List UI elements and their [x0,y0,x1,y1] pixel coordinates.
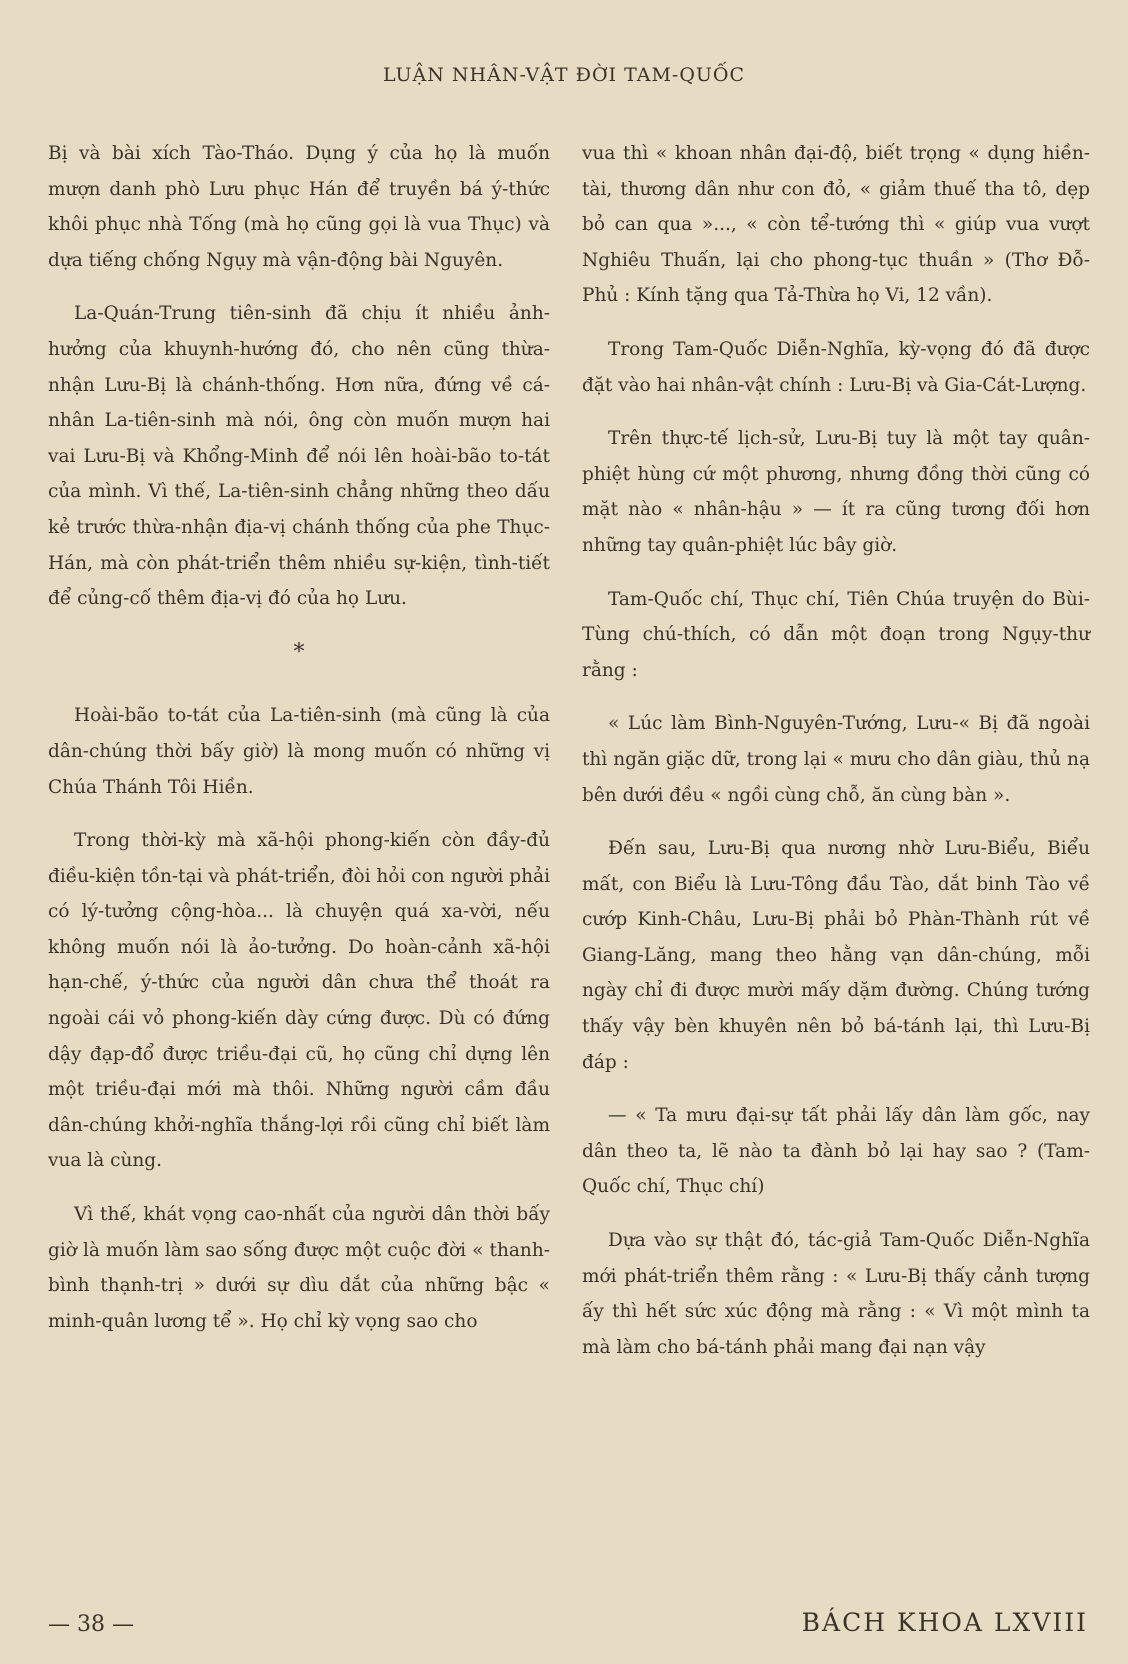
paragraph: Bị và bài xích Tào-Tháo. Dụng ý của họ là muốn mượn danh phò Lưu phục Hán để truyền bá ý-thức khôi phục nhà Tống (mà họ cũng gọi là vua Thục) và dựa tiếng chống Ngụy mà vận-động bài Nguyên. [48,143,550,271]
block-quote: « Lúc làm Bình-Nguyên-Tướng, Lưu-« Bị đã ngoài thì ngăn giặc dữ, trong lại « mưu cho dân giàu, thủ nạ bên dưới đều « ngồi cùng chỗ, ăn cùng bàn ». [582,713,1090,806]
paragraph: La-Quán-Trung tiên-sinh đã chịu ít nhiều ảnh-hưởng của khuynh-hướng đó, cho nên cũng thừa-nhận Lưu-Bị là chánh-thống. Hơn nữa, đứng về cá-nhân La-tiên-sinh mà nói, ông còn muốn mượn hai vai Lưu-Bị và Khổng-Minh để nói lên hoài-bão to-tát của mình. Vì thế, La-tiên-sinh chẳng những theo dấu kẻ trước thừa-nhận địa-vị chánh thống của phe Thục-Hán, mà còn phát-triển thêm nhiều sự-kiện, tình-tiết để củng-cố thêm địa-vị đó của họ Lưu. [48,303,550,610]
paragraph: Đến sau, Lưu-Bị qua nương nhờ Lưu-Biểu, Biểu mất, con Biểu là Lưu-Tông đầu Tào, dắt binh Tào về cướp Kinh-Châu, Lưu-Bị phải bỏ Phàn-Thành rút về Giang-Lăng, mang theo hằng vạn dân-chúng, mỗi ngày chỉ đi được mười mấy dặm đường. Chúng tướng thấy vậy bèn khuyên nên bỏ bá-tánh lại, thì Lưu-Bị đáp : [582,838,1090,1073]
page-number: — 38 — [48,1612,134,1637]
running-header: LUẬN NHÂN-VẬT ĐỜI TAM-QUỐC [382,64,746,86]
paragraph: Trong thời-kỳ mà xã-hội phong-kiến còn đầy-đủ điều-kiện tồn-tại và phát-triển, đòi hỏi con người phải có lý-tưởng cộng-hòa... là chuyện quá xa-vời, nếu không muốn nói là ảo-tưởng. Do hoàn-cảnh xã-hội hạn-chế, ý-thức của người dân chưa thể thoát ra ngoài cái vỏ phong-kiến dày cứng được. Dù có đứng dậy đạp-đổ được triều-đại cũ, họ cũng chỉ dựng lên một triều-đại mới mà thôi. Những người cầm đầu dân-chúng khởi-nghĩa thắng-lợi rồi cũng chỉ biết làm vua là cùng. [48,830,550,1172]
paragraph: Hoài-bão to-tát của La-tiên-sinh (mà cũng là của dân-chúng thời bấy giờ) là mong muốn có những vị Chúa Thánh Tôi Hiền. [48,705,550,798]
paragraph: Trên thực-tế lịch-sử, Lưu-Bị tuy là một tay quân-phiệt hùng cứ một phương, nhưng đồng thời cũng có mặt nào « nhân-hậu » — ít ra cũng tương đối hơn những tay quân-phiệt lúc bây giờ. [582,428,1090,556]
paragraph: Dựa vào sự thật đó, tác-giả Tam-Quốc Diễn-Nghĩa mới phát-triển thêm rằng : « Lưu-Bị thấy cảnh tượng ấy thì hết sức xúc động mà rằng : « Vì một mình ta mà làm cho bá-tánh phải mang đại nạn vậy [582,1230,1090,1358]
paragraph: Trong Tam-Quốc Diễn-Nghĩa, kỳ-vọng đó đã được đặt vào hai nhân-vật chính : Lưu-Bị và Gia-Cát-Lượng. [582,338,1090,396]
section-separator: * [293,639,305,665]
paragraph: Vì thế, khát vọng cao-nhất của người dân thời bấy giờ là muốn làm sao sống được một cuộc đời « thanh-bình thạnh-trị » dưới sự dìu dắt của những bậc « minh-quân lương tể ». Họ chỉ kỳ vọng sao cho [48,1204,550,1332]
block-quote: — « Ta mưu đại-sự tất phải lấy dân làm gốc, nay dân theo ta, lẽ nào ta đành bỏ lại hay sao ? (Tam-Quốc chí, Thục chí) [582,1105,1090,1198]
left-column [48,136,550,1357]
publication-name: BÁCH KHOA LXVIII [801,1608,1088,1637]
paragraph: vua thì « khoan nhân đại-độ, biết trọng « dụng hiền-tài, thương dân như con đỏ, « giảm thuế tha tô, dẹp bỏ can qua »..., « còn tể-tướng thì « giúp vua vượt Nghiêu Thuấn, lại cho phong-tục thuần » (Thơ Đỗ-Phủ : Kính tặng qua Tả-Thừa họ Vi, 12 vần). [582,143,1090,307]
paragraph: Tam-Quốc chí, Thục chí, Tiên Chúa truyện do Bùi-Tùng chú-thích, có dẫn một đoạn trong Ngụy-thư rằng : [582,588,1090,681]
right-column [582,136,1090,1383]
